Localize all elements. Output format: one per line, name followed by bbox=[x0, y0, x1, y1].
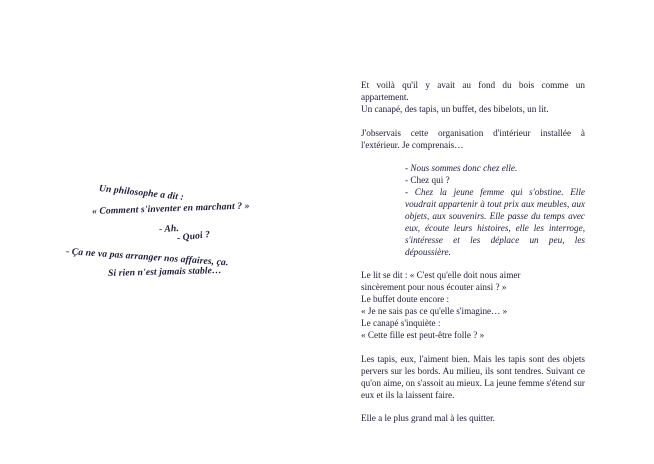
dialogue-line-2: - Chez qui ? bbox=[405, 175, 450, 186]
poem-line-3: - Ah. bbox=[158, 222, 180, 235]
voice-line-3: Le buffet doute encore : bbox=[361, 294, 450, 305]
dialogue-line-3: - Chez la jeune femme qui s'obstine. Elle voudrait appartenir à tout prix aux meubles, aux objets, aux souvenirs. Elle passe du temps avec eux, écoute leurs histoires, elle les interroge, s'intéresse et les déplace un peu, les dépoussière. bbox=[405, 187, 585, 257]
voice-line-2: sincèrement pour nous écouter ainsi ? » bbox=[361, 282, 507, 293]
paragraph-observation-text: J'observais cette organisation d'intérieur installée à l'extérieur. Je comprenais… bbox=[361, 127, 585, 150]
paragraph-wood-line-1: Et voilà qu'il y avait au fond du bois comme un appartement. bbox=[361, 80, 585, 102]
poem-line-6: Si rien n'est jamais stable… bbox=[107, 265, 222, 279]
voice-line-5: Le canapé s'inquiète : bbox=[361, 318, 441, 329]
poem-line-4: - Quoi ? bbox=[176, 228, 211, 244]
poem-line-5: - Ça ne va pas arranger nos affaires, ça. bbox=[65, 246, 229, 269]
dialogue-line-1: - Nous sommes donc chez elle. bbox=[405, 163, 518, 174]
voice-line-4: « Je ne sais pas ce qu'elle s'imagine… » bbox=[361, 306, 508, 317]
poem-line-1: Un philosophe a dit : bbox=[98, 183, 185, 203]
poem-line-2: « Comment s'inventer en marchant ? » bbox=[91, 200, 250, 217]
furniture-voices bbox=[361, 270, 585, 341]
paragraph-carpets: Les tapis, eux, l'aiment bien. Mais les tapis sont des objets pervers sur les bords. Au milieu, ils sont tendres. Suivant ce qu'on aime, on s'assoit au mieux. La jeune femme s'étend sur eux et ils la laissent faire. bbox=[361, 353, 585, 400]
paragraph-wood bbox=[361, 80, 585, 116]
prose-block bbox=[361, 80, 585, 437]
paragraph-observation bbox=[361, 128, 585, 152]
dialogue-block bbox=[405, 163, 585, 258]
right-page bbox=[327, 0, 654, 464]
paragraph-closing: Elle a le plus grand mal à les quitter. bbox=[361, 413, 495, 424]
voice-line-1: Le lit se dit : « C'est qu'elle doit nous aimer bbox=[361, 270, 521, 281]
paragraph-wood-line-2: Un canapé, des tapis, un buffet, des bibelots, un lit. bbox=[361, 103, 549, 114]
voice-line-6: « Cette fille est peut-être folle ? » bbox=[361, 329, 485, 340]
